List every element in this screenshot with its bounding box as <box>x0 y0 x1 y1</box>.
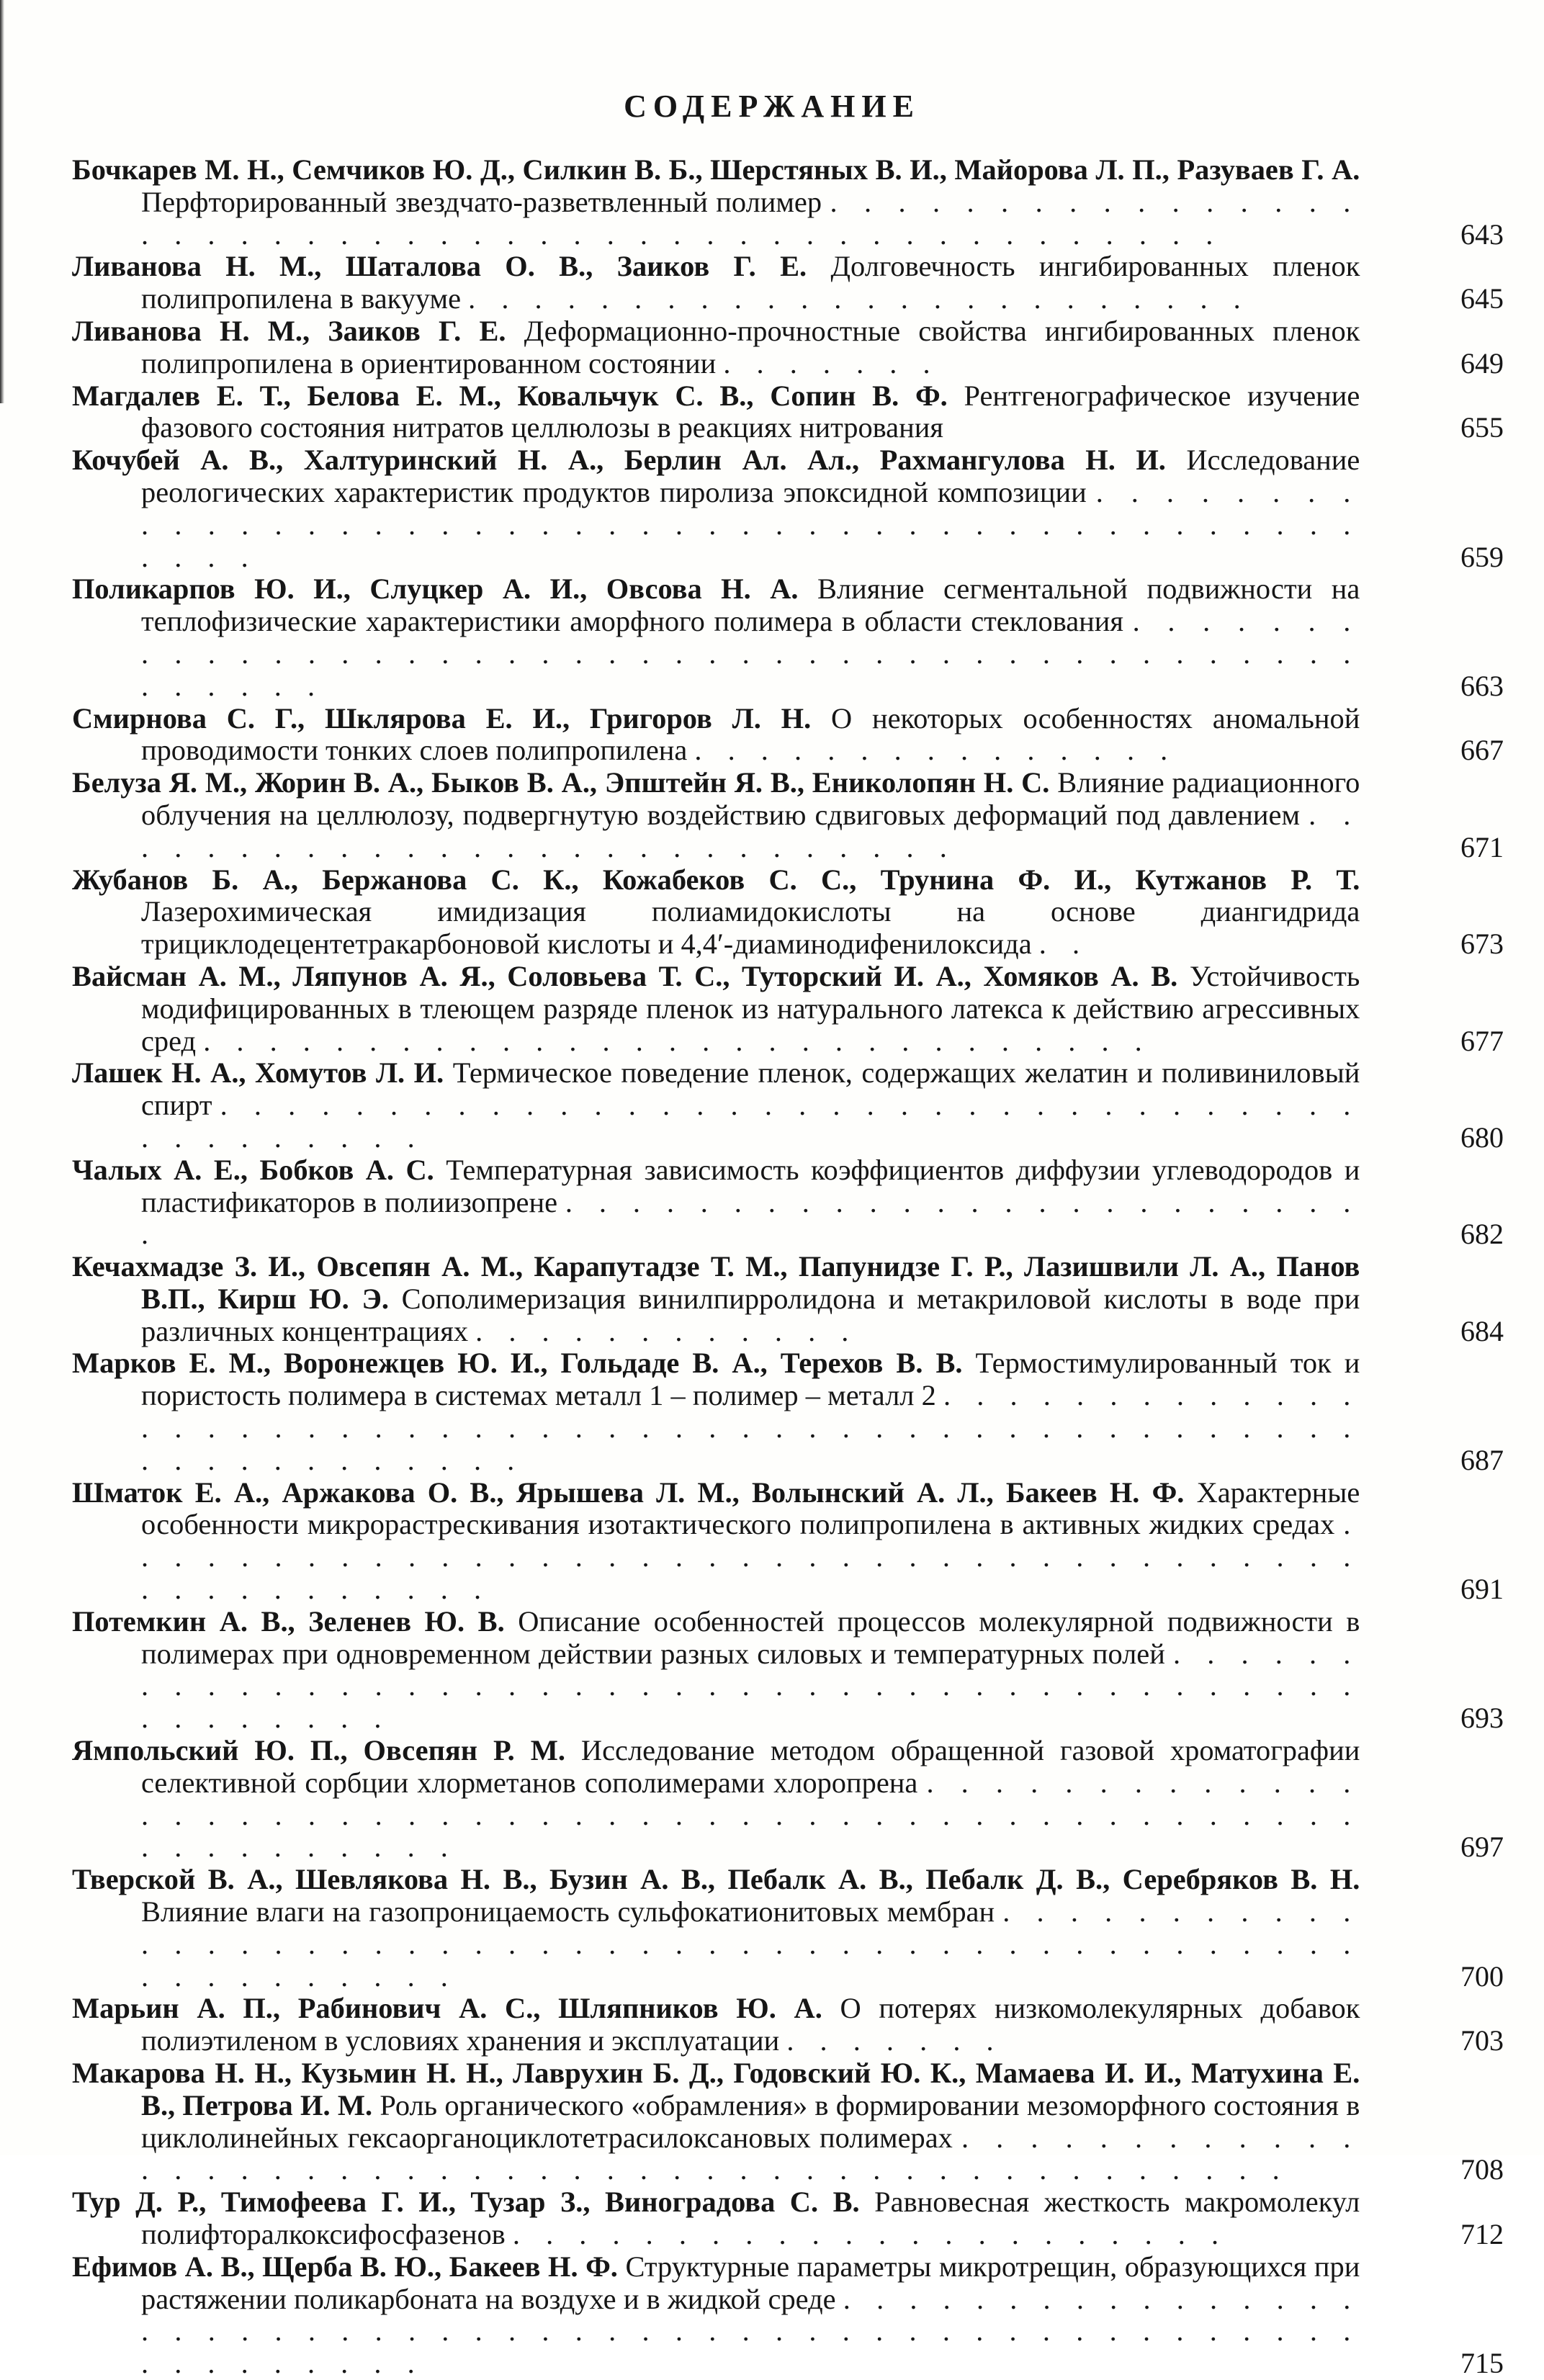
toc-entry-title: Влияние сегментальной подвижности на теплофизические характеристики аморфного полимера в области стеклования <box>141 572 1360 638</box>
toc-entry-authors: Кочубей А. В., Халтуринский Н. А., Берлин Ал. Ал., Рахмангулова Н. И. <box>72 444 1166 477</box>
toc-entry-page-number: 682 <box>1460 1218 1504 1251</box>
toc-entry-authors: Белуза Я. М., Жорин В. А., Быков В. А., Эпштейн Я. В., Ениколопян Н. С. <box>72 766 1050 799</box>
toc-entry-page-number: 643 <box>1460 217 1504 251</box>
toc-entry-text <box>72 573 1360 702</box>
toc-entry-leader-dots: . . . . . . . . . . . . . . . . . . . . . . . . . . . . . . . . . . . . . . . . . . . . . . . . . . . . . . . . . . . . . . <box>141 1379 1360 1476</box>
toc-entry <box>72 1477 1505 1606</box>
toc-entry-authors: Ефимов А. В., Щерба В. Ю., Бакеев Н. Ф. <box>72 2250 618 2283</box>
toc-entry <box>72 154 1505 251</box>
toc-entry-authors: Ливанова Н. М., Заиков Г. Е. <box>72 314 506 347</box>
toc-entry-authors: Марьин А. П., Рабинович А. С., Шляпников Ю. А. <box>72 1992 822 2025</box>
toc-entry-authors: Кечахмадзе З. И., Овсепян А. М., Карапутадзе Т. М., Папунидзе Г. Р., Лазишвили Л. А., Панов В.П., Кирш Ю. Э. <box>72 1250 1360 1315</box>
toc-entry-text <box>72 767 1360 863</box>
toc-entry-text <box>72 2057 1360 2186</box>
toc-entry-leader-dots: . . . . . . . . . . . . <box>475 1314 858 1347</box>
toc-entry-authors: Поликарпов Ю. И., Слуцкер А. И., Овсова Н. А. <box>72 572 799 606</box>
toc-entry-authors: Тверской В. А., Шевлякова Н. В., Бузин А. В., Пебалк А. В., Пебалк Д. В., Серебряков В. Н. <box>72 1863 1360 1896</box>
toc-entry <box>72 444 1505 573</box>
toc-entry <box>72 864 1505 961</box>
toc-entry-page-number: 691 <box>1460 1573 1504 1606</box>
toc-entry-title: Характерные особенности микрорастрескивания изотактического полипропилена в активных жидких средах <box>141 1476 1360 1541</box>
toc-entry-title: Термическое поведение пленок, содержащих желатин и поливиниловый спирт <box>141 1056 1360 1122</box>
toc-entry-title: Устойчивость модифицированных в тлеющем разряде пленок из натурального латекса к действию агрессивных сред <box>141 959 1360 1057</box>
page-heading: СОДЕРЖАНИЕ <box>624 89 920 124</box>
toc-entry-text <box>72 961 1360 1057</box>
toc-entry-leader-dots: . . . . . . . . . . . . . . . . . . . . . . . . . . . . . <box>203 1024 1152 1057</box>
toc-entry-text <box>72 1735 1360 1864</box>
toc-entry-authors: Вайсман А. М., Ляпунов А. Я., Соловьева Т. С., Туторский И. А., Хомяков А. В. <box>72 959 1178 992</box>
toc-entry-title: Лазерохимическая имидизация полиамидокислоты на основе диангидрида трициклодецентетракарбоновой кислоты и 4,4′-диаминодифенилоксида <box>141 895 1360 961</box>
toc-entry-text <box>72 315 1360 380</box>
toc-entry-page-number: 663 <box>1460 669 1504 702</box>
toc-entry-title: О некоторых особенностях аномальной проводимости тонких слоев полипропилена <box>141 701 1360 767</box>
toc-entry <box>72 2057 1505 2186</box>
toc-entry-text <box>72 154 1360 251</box>
toc-entry <box>72 573 1505 702</box>
toc-entry-title: Влияние радиационного облучения на целлюлозу, подвергнутую воздействию сдвиговых деформаций под давлением <box>141 766 1360 831</box>
toc-entry-authors: Шматок Е. А., Аржакова О. В., Ярышева Л. М., Волынский А. Л., Бакеев Н. Ф. <box>72 1476 1185 1509</box>
toc-entry-leader-dots: . . . . . . . . . . . . . . . . . . . . . . . . . . . . . . . . . . . . . . . . . . . . . . . . . <box>141 1508 1360 1606</box>
toc-entry-page-number: 703 <box>1460 2024 1504 2057</box>
toc-entry-leader-dots: . . . . . . . . . . . . . . . . . . . . . . . . . . . . . . . . . . . . . . . . . . . . . . . . . . <box>141 605 1360 702</box>
toc-entry-text <box>72 1606 1360 1735</box>
toc-entry-title: Температурная зависимость коэффициентов диффузии углеводородов и пластификаторов в полиизопрене <box>141 1153 1360 1218</box>
toc-entry <box>72 767 1505 863</box>
toc-entry-authors: Потемкин А. В., Зеленев Ю. В. <box>72 1604 505 1638</box>
toc-entry-title: Деформационно-прочностные свойства ингибированных пленок полипропилена в ориентированном состоянии <box>141 314 1360 380</box>
toc-entry <box>72 380 1505 445</box>
toc-entry-title: Влияние влаги на газопроницаемость сульфокатионитовых мембран <box>141 1895 995 1928</box>
toc-entry <box>72 1347 1505 1476</box>
toc-entry-title: Равновесная жесткость макромолекул полифторалкоксифосфазенов <box>141 2186 1360 2250</box>
toc-entry-title: Перфторированный звездчато-разветвленный полимер <box>141 185 822 218</box>
toc-entry <box>72 2251 1505 2380</box>
toc-entry-leader-dots: . . . . . . . . . . . . . . . . . . . . . . . . . <box>141 1185 1360 1251</box>
toc-entry <box>72 703 1505 768</box>
toc-entry-text <box>72 1057 1360 1154</box>
toc-entry-page-number: 700 <box>1460 1959 1504 1993</box>
toc-entry-authors: Чалых А. Е., Бобков А. С. <box>72 1153 434 1186</box>
toc-entry <box>72 1735 1505 1864</box>
toc-entry <box>72 2186 1505 2251</box>
toc-entry-text <box>72 1477 1360 1606</box>
toc-entry-title: Долговечность ингибированных пленок полипропилена в вакууме <box>141 250 1360 315</box>
toc-entry-authors: Бочкарев М. Н., Семчиков Ю. Д., Силкин В. Б., Шерстяных В. И., Майорова Л. П., Разуваев Г. А. <box>72 153 1360 186</box>
toc-entry-text <box>72 1154 1360 1251</box>
toc-entry-authors: Тур Д. Р., Тимофеева Г. И., Тузар З., Виноградова С. В. <box>72 2186 860 2219</box>
toc-entry-text <box>72 2251 1360 2380</box>
toc-entry-text <box>72 1864 1360 1993</box>
toc-entry-authors: Ливанова Н. М., Шаталова О. В., Заиков Г. Е. <box>72 250 807 283</box>
toc-entry-page-number: 693 <box>1460 1702 1504 1735</box>
toc-entry-page-number: 673 <box>1460 928 1504 961</box>
toc-entry-title: Исследование реологических характеристик продуктов пиролиза эпоксидной композиции <box>141 444 1360 508</box>
toc-entry-title: Исследование методом обращенной газовой хроматографии селективной сорбции хлорметанов сополимерами хлоропрена <box>141 1734 1360 1799</box>
toc-entry-title: Термостимулированный ток и пористость полимера в системах металл 1 – полимер – металл 2 <box>141 1347 1360 1412</box>
toc-entry <box>72 961 1505 1057</box>
toc-entry-leader-dots: . . . . . . . . . . . . . . . . . . . . . . . . <box>468 282 1250 315</box>
toc-entry-leader-dots: . . . . . . . . . . . . . . . . . . . . . . . . . . . . . . . . . . . . . . . . . . . . . . . . . . . . . . . . . . <box>141 1895 1360 1993</box>
toc-entry-page-number: 677 <box>1460 1024 1504 1057</box>
scan-edge-shadow <box>0 0 4 403</box>
toc-entry-leader-dots: . . . . . . . <box>786 2024 1003 2057</box>
toc-entry <box>72 1057 1505 1154</box>
toc-entry-text <box>72 864 1360 961</box>
toc-entry-page-number: 684 <box>1460 1314 1504 1347</box>
toc-entry-leader-dots: . . . . . . . . . . . . . . . <box>694 734 1177 767</box>
toc-entry-leader-dots: . . . . . . . . . . . . . . . . . . . . . . . . . . . . . . . . . . . . . . . . . . . . . . . <box>141 2121 1360 2186</box>
toc-entry-text <box>72 444 1360 573</box>
toc-entry-page-number: 659 <box>1460 540 1504 573</box>
toc-entry-authors: Марков Е. М., Воронежцев Ю. И., Гольдаде В. А., Терехов В. В. <box>72 1347 963 1380</box>
toc-entry-authors: Смирнова С. Г., Шклярова Е. И., Григоров Л. Н. <box>72 701 812 735</box>
toc-entry-page-number: 680 <box>1460 1121 1504 1154</box>
toc-entry-title: Описание особенностей процессов молекулярной подвижности в полимерах при одновременном действии разных силовых и температурных полей <box>141 1604 1360 1670</box>
toc-entry-authors: Лашек Н. А., Хомутов Л. И. <box>72 1056 444 1090</box>
toc-entry <box>72 1993 1505 2057</box>
toc-entry-leader-dots: . . . . . . . . . . . . . . . . . . . . . . . . . . . . . . . . . . . . . . . . . . . . . . . . . . . . . . . . . . . . <box>141 1766 1360 1864</box>
toc-entry-text <box>72 2186 1360 2251</box>
toc-entry <box>72 251 1505 315</box>
toc-entry-leader-dots: . . . . . . . . . . . . . . . . . . . . . . . . . . . <box>141 798 1360 863</box>
toc-entry-leader-dots: . . . . . . . . . . . . . . . . . . . . . . . . . . . . . . . . . . . . . . . . . . . . . . . . . . . <box>141 1637 1360 1735</box>
toc-entry-page-number: 715 <box>1460 2347 1504 2380</box>
toc-entry <box>72 1154 1505 1251</box>
toc-entry-page-number: 697 <box>1460 1831 1504 1864</box>
toc-entry-text <box>72 1251 1360 1347</box>
toc-entry-authors: Ямпольский Ю. П., Овсепян Р. М. <box>72 1734 565 1767</box>
toc-entry-title: О потерях низкомолекулярных добавок полиэтиленом в условиях хранения и эксплуатации <box>141 1992 1360 2057</box>
toc-entry-page-number: 708 <box>1460 2153 1504 2186</box>
toc-entry-leader-dots: . . . . . . . . . . . . . . . . . . . . . . <box>512 2218 1229 2250</box>
toc-entry-page-number: 712 <box>1460 2218 1504 2250</box>
toc-entry-leader-dots: . . . . . . . . . . . . . . . . . . . . . . . . . . . . . . . . . . . . . . . . . . . . . . . . . <box>141 185 1360 251</box>
toc-entry-text <box>72 251 1360 315</box>
toc-entry-text <box>72 1993 1360 2057</box>
toc-entry-page-number: 645 <box>1460 282 1504 315</box>
toc-entry-leader-dots: . . . . . . . <box>723 346 940 380</box>
toc-entry-page-number: 667 <box>1460 734 1504 767</box>
toc-entry-text <box>72 1347 1360 1476</box>
toc-entry-title: Рентгенографическое изучение фазового состояния нитратов целлюлозы в реакциях нитрования <box>141 379 1360 444</box>
toc-entry-page-number: 649 <box>1460 346 1504 380</box>
table-of-contents <box>72 154 1505 2380</box>
toc-entry-text <box>72 380 1360 445</box>
toc-entry-title: Структурные параметры микротрещин, образующихся при растяжении поликарбоната на воздухе и в жидкой среде <box>141 2250 1360 2315</box>
toc-entry-authors: Магдалев Е. Т., Белова Е. М., Ковальчук С. В., Сопин В. Ф. <box>72 379 948 412</box>
toc-entry-leader-dots: . . <box>1038 928 1090 961</box>
toc-entry-authors: Жубанов Б. А., Бержанова С. К., Кожабеков С. С., Трунина Ф. И., Кутжанов Р. Т. <box>72 863 1360 896</box>
toc-entry <box>72 315 1505 380</box>
toc-entry <box>72 1251 1505 1347</box>
toc-entry-title: Роль органического «обрамления» в формировании мезоморфного состояния в циклолинейных гексаорганоциклотетрасилоксановых полимерах <box>141 2088 1360 2154</box>
toc-entry-leader-dots: . . . . . . . . . . . . . . . . . . . . . . . . . . . . . . . . . . . . . . . . . . . . . . . . . . . . . . . . . . . . . . <box>141 2282 1360 2380</box>
toc-entry <box>72 1864 1505 1993</box>
toc-entry-authors: Макарова Н. Н., Кузьмин Н. Н., Лаврухин Б. Д., Годовский Ю. К., Мамаева И. И., Матухина Е. В., Петрова И. М. <box>72 2057 1360 2121</box>
toc-entry-page-number: 687 <box>1460 1443 1504 1476</box>
toc-entry-leader-dots: . . . . . . . . . . . . . . . . . . . . . . . . . . . . . . . . . . . . . . . . . . . <box>141 1089 1360 1154</box>
toc-entry-text <box>72 703 1360 768</box>
toc-entry-leader-dots: . . . . . . . . . . . . . . . . . . . . . . . . . . . . . . . . . . . . . . . . . . . . . . . . . <box>141 475 1360 573</box>
toc-entry-page-number: 671 <box>1460 830 1504 863</box>
toc-entry-title: Сополимеризация винилпирролидона и метакриловой кислоты в воде при различных концентрациях <box>141 1282 1360 1347</box>
toc-entry-page-number: 655 <box>1460 411 1504 444</box>
toc-entry <box>72 1606 1505 1735</box>
